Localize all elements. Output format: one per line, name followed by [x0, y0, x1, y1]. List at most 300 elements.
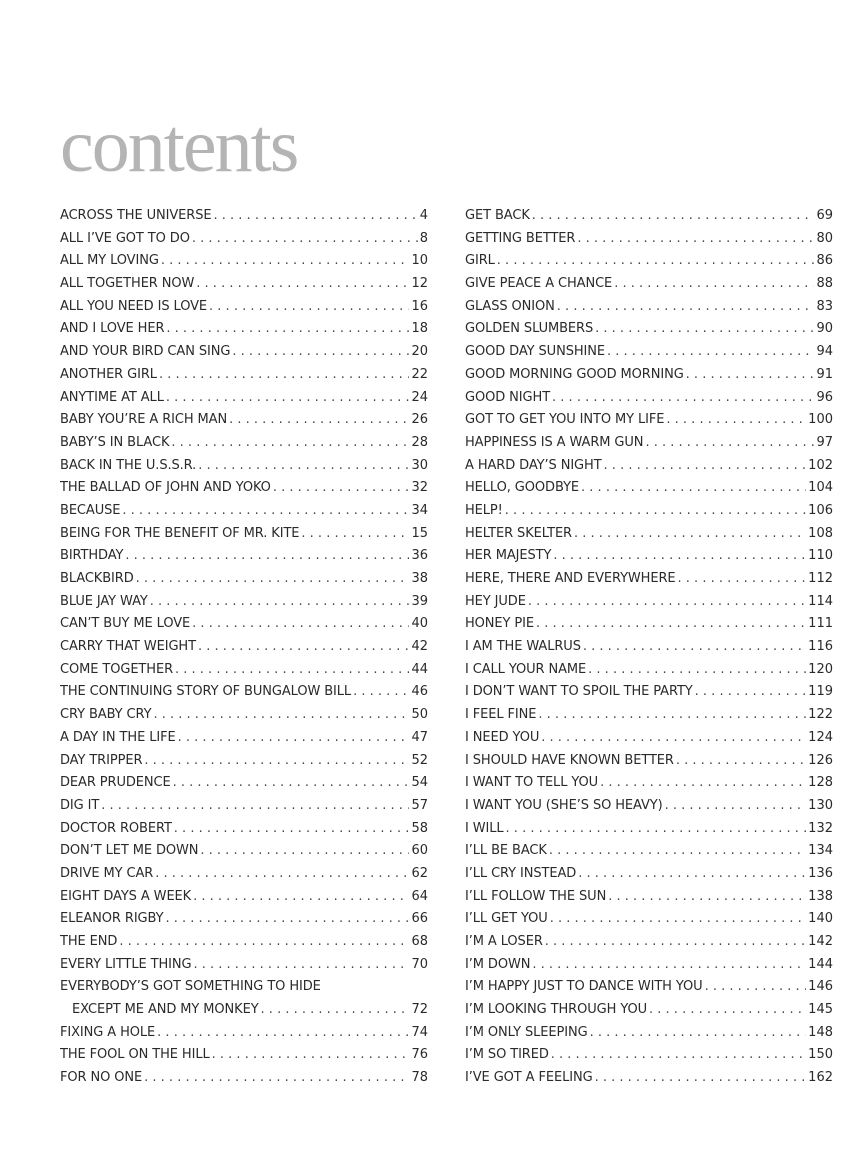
toc-entry-page: 16	[411, 298, 428, 314]
toc-entry	[465, 840, 833, 863]
toc-entry-title: FOR NO ONE	[60, 1070, 143, 1086]
toc-dot-leader	[174, 818, 410, 841]
toc-entry-title: I NEED YOU	[465, 729, 540, 745]
toc-dot-leader	[144, 750, 409, 773]
toc-entry-title: ALL I’VE GOT TO DO	[60, 230, 190, 246]
toc-entry-title: BLACKBIRD	[60, 571, 134, 586]
toc-entry-page: 72	[411, 1002, 428, 1018]
toc-entry-title: DRIVE MY CAR	[60, 865, 154, 881]
toc-dot-leader	[161, 250, 410, 273]
toc-dot-leader	[122, 500, 409, 523]
toc-entry-title: I WANT YOU (SHE’S SO HEAVY)	[465, 797, 663, 813]
toc-entry-title: BABY’S IN BLACK	[60, 434, 170, 450]
toc-entry-page: 108	[808, 525, 833, 541]
toc-dot-leader	[532, 205, 815, 228]
toc-entry-page: 44	[411, 661, 428, 677]
toc-dot-leader	[532, 954, 806, 977]
toc-dot-leader	[545, 931, 806, 954]
toc-entry-page: 138	[808, 888, 833, 904]
toc-entry-title: I’M HAPPY JUST TO DANCE WITH YOU	[465, 979, 703, 995]
toc-entry	[60, 613, 428, 636]
toc-dot-leader	[678, 568, 807, 591]
toc-entry	[60, 886, 428, 909]
toc-entry	[60, 296, 428, 319]
toc-dot-leader	[600, 772, 806, 795]
toc-entry-title: ANOTHER GIRL	[60, 366, 157, 382]
toc-entry-title: EVERY LITTLE THING	[60, 956, 192, 972]
toc-dot-leader	[193, 886, 409, 909]
toc-entry-page: 36	[411, 548, 428, 564]
toc-entry-title: THE CONTINUING STORY OF BUNGALOW BILL	[60, 684, 352, 700]
toc-entry-page: 126	[808, 752, 833, 768]
toc-entry	[465, 364, 833, 387]
toc-entry-page: 96	[816, 389, 833, 405]
toc-dot-leader	[198, 455, 409, 478]
toc-entry	[465, 1044, 833, 1067]
toc-entry	[60, 795, 428, 818]
toc-entry-page: 68	[411, 934, 428, 949]
toc-entry-title: GOLDEN SLUMBERS	[465, 321, 594, 337]
toc-dot-leader	[178, 727, 410, 750]
toc-dot-leader	[553, 545, 806, 568]
toc-dot-leader	[557, 296, 815, 319]
toc-entry	[465, 455, 833, 478]
toc-entry-title: ALL TOGETHER NOW	[60, 276, 195, 292]
toc-entry-title: ALL YOU NEED IS LOVE	[60, 298, 208, 314]
toc-entry-title: HER MAJESTY	[465, 548, 552, 564]
toc-entry	[465, 954, 833, 977]
toc-dot-leader	[552, 387, 814, 410]
toc-entry	[465, 704, 833, 727]
toc-entry-title: ANYTIME AT ALL	[60, 389, 164, 405]
toc-entry-page: 39	[411, 593, 428, 609]
toc-entry-title: HELTER SKELTER	[465, 525, 572, 541]
toc-entry	[465, 341, 833, 364]
toc-entry-page: 10	[411, 253, 428, 269]
toc-entry	[60, 1044, 428, 1067]
toc-entry-title: HELLO, GOODBYE	[465, 480, 580, 496]
toc-dot-leader	[229, 409, 409, 432]
toc-entry-title: FIXING A HOLE	[60, 1024, 156, 1040]
toc-entry	[465, 545, 833, 568]
toc-entry	[60, 273, 428, 296]
toc-entry	[60, 341, 428, 364]
toc-dot-leader	[136, 568, 410, 591]
toc-dot-leader	[200, 840, 409, 863]
toc-entry	[60, 591, 428, 614]
toc-entry-title: EVERYBODY’S GOT SOMETHING TO HIDE	[60, 979, 321, 995]
toc-entry-page: 80	[816, 230, 833, 246]
toc-entry-title: CRY BABY CRY	[60, 707, 152, 723]
toc-entry-page: 142	[808, 934, 833, 949]
toc-entry-page: 40	[411, 616, 428, 632]
toc-entry	[60, 840, 428, 863]
toc-entry-page: 52	[411, 752, 428, 768]
toc-dot-leader	[595, 318, 814, 341]
toc-entry-page: 114	[808, 593, 833, 609]
toc-dot-leader	[578, 863, 806, 886]
toc-dot-leader	[165, 908, 409, 931]
toc-entry	[60, 568, 428, 591]
toc-entry-page: 106	[808, 502, 833, 518]
toc-entry-page: 4	[419, 208, 428, 223]
toc-entry	[60, 772, 428, 795]
toc-entry	[465, 931, 833, 954]
toc-entry-title: GET BACK	[465, 208, 530, 223]
toc-entry	[60, 228, 428, 251]
page-title: contents	[60, 104, 298, 188]
toc-entry	[60, 432, 428, 455]
toc-dot-leader	[101, 795, 409, 818]
toc-dot-leader	[541, 727, 806, 750]
toc-entry-page: 20	[411, 344, 428, 360]
toc-dot-leader	[614, 273, 814, 296]
toc-entry-page: 128	[808, 775, 833, 791]
toc-dot-leader	[607, 341, 814, 364]
toc-entry	[465, 636, 833, 659]
toc-entry-title: BECAUSE	[60, 502, 121, 518]
toc-entry-page: 100	[808, 412, 833, 428]
toc-entry-page: 148	[808, 1024, 833, 1040]
toc-entry	[60, 1067, 428, 1090]
toc-entry	[465, 591, 833, 614]
toc-dot-leader	[608, 886, 806, 909]
toc-entry-title: I CALL YOUR NAME	[465, 661, 587, 677]
toc-entry-title: EXCEPT ME AND MY MONKEY	[72, 1002, 259, 1018]
toc-dot-leader	[705, 976, 807, 999]
toc-entry-page: 66	[411, 911, 428, 927]
toc-entry-page: 60	[411, 843, 428, 859]
toc-entry	[60, 863, 428, 886]
toc-entry-page: 50	[411, 707, 428, 723]
toc-entry	[60, 387, 428, 410]
toc-entry	[465, 296, 833, 319]
toc-entry-title: CARRY THAT WEIGHT	[60, 639, 196, 655]
toc-entry-page: 116	[808, 639, 833, 655]
toc-entry	[60, 364, 428, 387]
toc-entry	[465, 750, 833, 773]
toc-entry	[465, 727, 833, 750]
toc-dot-leader	[550, 908, 806, 931]
toc-entry-title: GOOD DAY SUNSHINE	[465, 344, 606, 360]
toc-entry-page: 104	[808, 480, 833, 496]
toc-entry	[465, 613, 833, 636]
toc-entry-page: 111	[808, 616, 833, 632]
toc-entry-title: HELP!	[465, 502, 503, 518]
toc-dot-leader	[676, 750, 806, 773]
toc-entry-title: THE FOOL ON THE HILL	[60, 1047, 210, 1063]
toc-dot-leader	[695, 681, 807, 704]
toc-entry	[60, 1022, 428, 1045]
toc-entry-title: I FEEL FINE	[465, 707, 537, 723]
toc-entry-title: I SHOULD HAVE KNOWN BETTER	[465, 752, 674, 768]
toc-entry-title: I WANT TO TELL YOU	[465, 775, 599, 791]
toc-entry-page: 42	[411, 639, 428, 655]
toc-entry-title: GOOD MORNING GOOD MORNING	[465, 366, 684, 382]
toc-dot-leader	[193, 954, 409, 977]
toc-entry	[465, 818, 833, 841]
toc-entry-title: DIG IT	[60, 797, 100, 813]
toc-entry-page: 26	[411, 412, 428, 428]
toc-entry-page: 91	[816, 366, 833, 382]
toc-dot-leader	[301, 523, 409, 546]
toc-entry	[465, 659, 833, 682]
toc-dot-leader	[171, 432, 409, 455]
toc-entry-title: THE BALLAD OF JOHN AND YOKO	[60, 480, 271, 496]
toc-entry-page: 162	[808, 1070, 833, 1086]
toc-right-column	[465, 205, 833, 1090]
toc-entry-title: THE END	[60, 934, 118, 949]
toc-entry	[465, 1022, 833, 1045]
toc-left-column	[60, 205, 428, 1090]
toc-entry-title: I’VE GOT A FEELING	[465, 1070, 593, 1086]
toc-entry	[60, 409, 428, 432]
toc-dot-leader	[505, 500, 806, 523]
toc-entry-page: 69	[816, 208, 833, 223]
toc-entry-title: ALL MY LOVING	[60, 253, 159, 269]
toc-entry-page: 124	[808, 729, 833, 745]
toc-entry-title: AND I LOVE HER	[60, 321, 165, 337]
toc-entry-title: BIRTHDAY	[60, 548, 124, 564]
toc-entry-title: I WILL	[465, 820, 504, 836]
toc-entry-title: COME TOGETHER	[60, 661, 173, 677]
toc-entry-title: DOCTOR ROBERT	[60, 820, 172, 836]
toc-entry-page: 86	[816, 253, 833, 269]
toc-entry-title: HEY JUDE	[465, 593, 526, 609]
toc-entry	[465, 772, 833, 795]
toc-dot-leader	[577, 228, 814, 251]
toc-entry-title: I DON’T WANT TO SPOIL THE PARTY	[465, 684, 693, 700]
toc-entry-title: I’LL CRY INSTEAD	[465, 865, 577, 881]
toc-entry-page: 47	[411, 729, 428, 745]
toc-entry-page: 94	[816, 344, 833, 360]
toc-entry-page: 136	[808, 865, 833, 881]
toc-entry	[465, 523, 833, 546]
toc-entry-title: DAY TRIPPER	[60, 752, 143, 768]
toc-entry	[60, 250, 428, 273]
toc-entry	[60, 727, 428, 750]
toc-dot-leader	[551, 1044, 806, 1067]
toc-dot-leader	[166, 318, 409, 341]
toc-entry	[465, 1067, 833, 1090]
toc-entry-page: 76	[411, 1047, 428, 1063]
toc-entry-title: BACK IN THE U.S.S.R.	[60, 457, 197, 473]
toc-dot-leader	[155, 863, 409, 886]
toc-entry	[60, 931, 428, 954]
toc-entry-title: GOT TO GET YOU INTO MY LIFE	[465, 412, 665, 428]
toc-entry-page: 57	[411, 797, 428, 813]
toc-entry-page: 83	[816, 298, 833, 314]
toc-entry	[465, 205, 833, 228]
toc-entry	[60, 500, 428, 523]
toc-dot-leader	[209, 296, 409, 319]
toc-entry	[465, 886, 833, 909]
toc-entry-page: 28	[411, 434, 428, 450]
toc-dot-leader	[506, 818, 807, 841]
toc-dot-leader	[173, 772, 410, 795]
toc-entry-title: A DAY IN THE LIFE	[60, 729, 176, 745]
toc-entry-title: BEING FOR THE BENEFIT OF MR. KITE	[60, 525, 300, 541]
toc-dot-leader	[192, 613, 409, 636]
toc-entry	[465, 976, 833, 999]
toc-entry	[60, 636, 428, 659]
toc-dot-leader	[595, 1067, 807, 1090]
toc-dot-leader	[649, 999, 806, 1022]
toc-entry-title: ACROSS THE UNIVERSE	[60, 208, 212, 223]
toc-entry	[60, 976, 428, 999]
toc-entry-title: EIGHT DAYS A WEEK	[60, 888, 192, 904]
toc-entry-page: 78	[411, 1070, 428, 1086]
toc-entry-title: I’LL BE BACK	[465, 843, 547, 859]
toc-dot-leader	[686, 364, 815, 387]
toc-entry-title: BLUE JAY WAY	[60, 593, 148, 609]
toc-entry-title: HERE, THERE AND EVERYWHERE	[465, 571, 676, 586]
toc-entry-page: 88	[816, 276, 833, 292]
toc-entry	[60, 659, 428, 682]
toc-entry-page: 54	[411, 775, 428, 791]
toc-entry-title: AND YOUR BIRD CAN SING	[60, 344, 231, 360]
toc-dot-leader	[261, 999, 410, 1022]
toc-entry-page: 18	[411, 321, 428, 337]
toc-dot-leader	[232, 341, 409, 364]
toc-entry-page: 119	[808, 684, 833, 700]
toc-dot-leader	[153, 704, 409, 727]
toc-entry-page: 30	[411, 457, 428, 473]
toc-entry	[60, 545, 428, 568]
toc-entry-page: 146	[808, 979, 833, 995]
toc-dot-leader	[198, 636, 410, 659]
toc-entry	[465, 477, 833, 500]
toc-entry	[465, 432, 833, 455]
toc-entry	[60, 908, 428, 931]
toc-entry-title: ELEANOR RIGBY	[60, 911, 164, 927]
toc-dot-leader	[666, 409, 806, 432]
toc-entry-page: 130	[808, 797, 833, 813]
toc-entry-title: I’LL FOLLOW THE SUN	[465, 888, 607, 904]
toc-dot-leader	[125, 545, 409, 568]
toc-entry	[60, 999, 428, 1022]
toc-entry	[465, 795, 833, 818]
toc-entry-title: GETTING BETTER	[465, 230, 576, 246]
toc-entry	[465, 681, 833, 704]
toc-entry-title: I’M SO TIRED	[465, 1047, 549, 1063]
toc-entry	[60, 318, 428, 341]
toc-entry-title: HONEY PIE	[465, 616, 535, 632]
toc-entry-title: A HARD DAY’S NIGHT	[465, 457, 602, 473]
toc-entry	[465, 409, 833, 432]
toc-dot-leader	[583, 636, 806, 659]
toc-entry-title: I’M ONLY SLEEPING	[465, 1024, 588, 1040]
toc-entry	[465, 273, 833, 296]
toc-entry-title: DON’T LET ME DOWN	[60, 843, 199, 859]
toc-entry	[465, 318, 833, 341]
toc-entry-page: 122	[808, 707, 833, 723]
toc-entry-page: 145	[808, 1002, 833, 1018]
toc-dot-leader	[604, 455, 807, 478]
toc-entry	[60, 750, 428, 773]
toc-entry	[465, 387, 833, 410]
toc-entry-page: 24	[411, 389, 428, 405]
toc-dot-leader	[353, 681, 409, 704]
toc-entry	[60, 681, 428, 704]
toc-entry-page: 134	[808, 843, 833, 859]
toc-dot-leader	[150, 591, 410, 614]
toc-dot-leader	[144, 1067, 409, 1090]
toc-entry-page: 58	[411, 820, 428, 836]
toc-entry	[60, 704, 428, 727]
toc-entry	[465, 250, 833, 273]
toc-entry	[60, 455, 428, 478]
toc-entry	[465, 568, 833, 591]
toc-dot-leader	[538, 704, 806, 727]
toc-entry-page: 112	[808, 571, 833, 586]
toc-dot-leader	[665, 795, 807, 818]
toc-dot-leader	[159, 364, 410, 387]
toc-dot-leader	[528, 591, 806, 614]
toc-entry	[465, 999, 833, 1022]
toc-dot-leader	[157, 1022, 409, 1045]
toc-entry-page: 34	[411, 502, 428, 518]
toc-dot-leader	[590, 1022, 807, 1045]
toc-entry-title: GOOD NIGHT	[465, 389, 551, 405]
toc-entry-title: GLASS ONION	[465, 298, 555, 314]
toc-entry-page: 120	[808, 661, 833, 677]
toc-entry-page: 46	[411, 684, 428, 700]
toc-dot-leader	[273, 477, 410, 500]
toc-entry	[60, 818, 428, 841]
toc-entry-page: 110	[808, 548, 833, 564]
toc-entry-page: 32	[411, 480, 428, 496]
toc-dot-leader	[588, 659, 806, 682]
toc-entry-title: HAPPINESS IS A WARM GUN	[465, 434, 644, 450]
toc-dot-leader	[214, 205, 418, 228]
toc-entry-title: GIRL	[465, 253, 495, 269]
toc-dot-leader	[645, 432, 814, 455]
toc-dot-leader	[212, 1044, 410, 1067]
toc-dot-leader	[497, 250, 815, 273]
toc-entry-title: I’LL GET YOU	[465, 911, 548, 927]
toc-entry-page: 12	[411, 276, 428, 292]
toc-entry	[465, 908, 833, 931]
toc-entry	[60, 523, 428, 546]
toc-entry-page: 90	[816, 321, 833, 337]
toc-entry-page: 74	[411, 1024, 428, 1040]
toc-dot-leader	[175, 659, 409, 682]
toc-entry-page: 97	[816, 434, 833, 450]
toc-entry-page: 38	[411, 571, 428, 586]
toc-entry-title: CAN’T BUY ME LOVE	[60, 616, 191, 632]
toc-entry	[465, 500, 833, 523]
toc-entry-title: DEAR PRUDENCE	[60, 775, 171, 791]
toc-entry-page: 70	[411, 956, 428, 972]
toc-entry-page: 140	[808, 911, 833, 927]
toc-entry-page: 8	[419, 230, 428, 246]
toc-entry-title: I’M LOOKING THROUGH YOU	[465, 1002, 648, 1018]
toc-dot-leader	[192, 228, 418, 251]
toc-entry-title: GIVE PEACE A CHANCE	[465, 276, 613, 292]
toc-entry-page: 62	[411, 865, 428, 881]
toc-entry-title: I’M A LOSER	[465, 934, 543, 949]
toc-dot-leader	[581, 477, 806, 500]
toc-dot-leader	[166, 387, 410, 410]
toc-entry-title: BABY YOU’RE A RICH MAN	[60, 412, 228, 428]
toc-dot-leader	[549, 840, 806, 863]
toc-entry	[60, 477, 428, 500]
toc-entry	[465, 228, 833, 251]
toc-entry	[60, 205, 428, 228]
toc-entry	[60, 954, 428, 977]
toc-entry-page: 64	[411, 888, 428, 904]
